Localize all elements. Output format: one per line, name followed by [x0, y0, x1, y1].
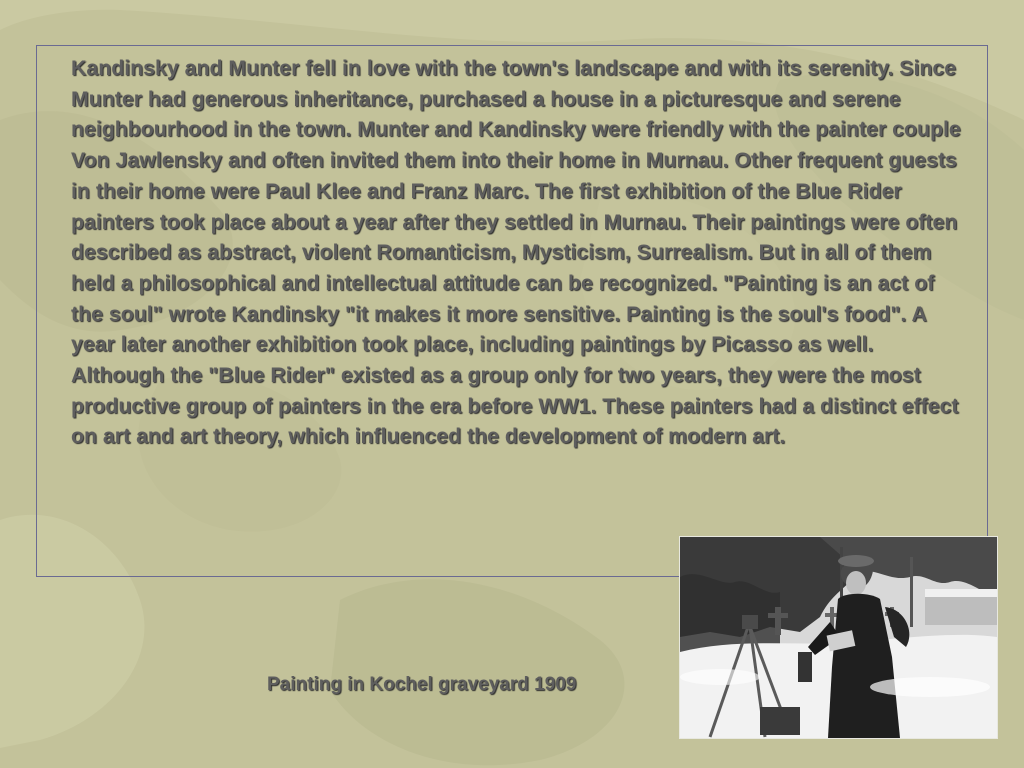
graveyard-photo — [680, 537, 997, 738]
body-paragraph: Kandinsky and Munter fell in love with the town's landscape and with its serenity. Since Munter had generous inheritance, purchased a house in a picturesque and serene neighbourhood in the town. Munter and Kandinsky were friendly with the painter couple Von Jawlensky and often invited them into their home in Murnau. Other frequent guests in their home were Paul Klee and Franz Marc. The first exhibition of the Blue Rider painters took place about a year after they settled in Murnau. Their paintings were often described as abstract, violent Romanticism, Mysticism, Surrealism. But in all of them held a philosophical and intellectual attitude can be recognized. "Painting is an act of the soul" wrote Kandinsky "it makes it more sensitive. Painting is the soul's food". A year later another exhibition took place, including paintings by Picasso as well. Although the "Blue Rider" existed as a group only for two years, they were the most productive group of painters in the era before WW1. These painters had a distinct effect on art and art theory, which influenced the development of modern art. — [71, 56, 961, 449]
photo — [679, 536, 998, 739]
photo-caption: Painting in Kochel graveyard 1909 — [267, 674, 577, 695]
